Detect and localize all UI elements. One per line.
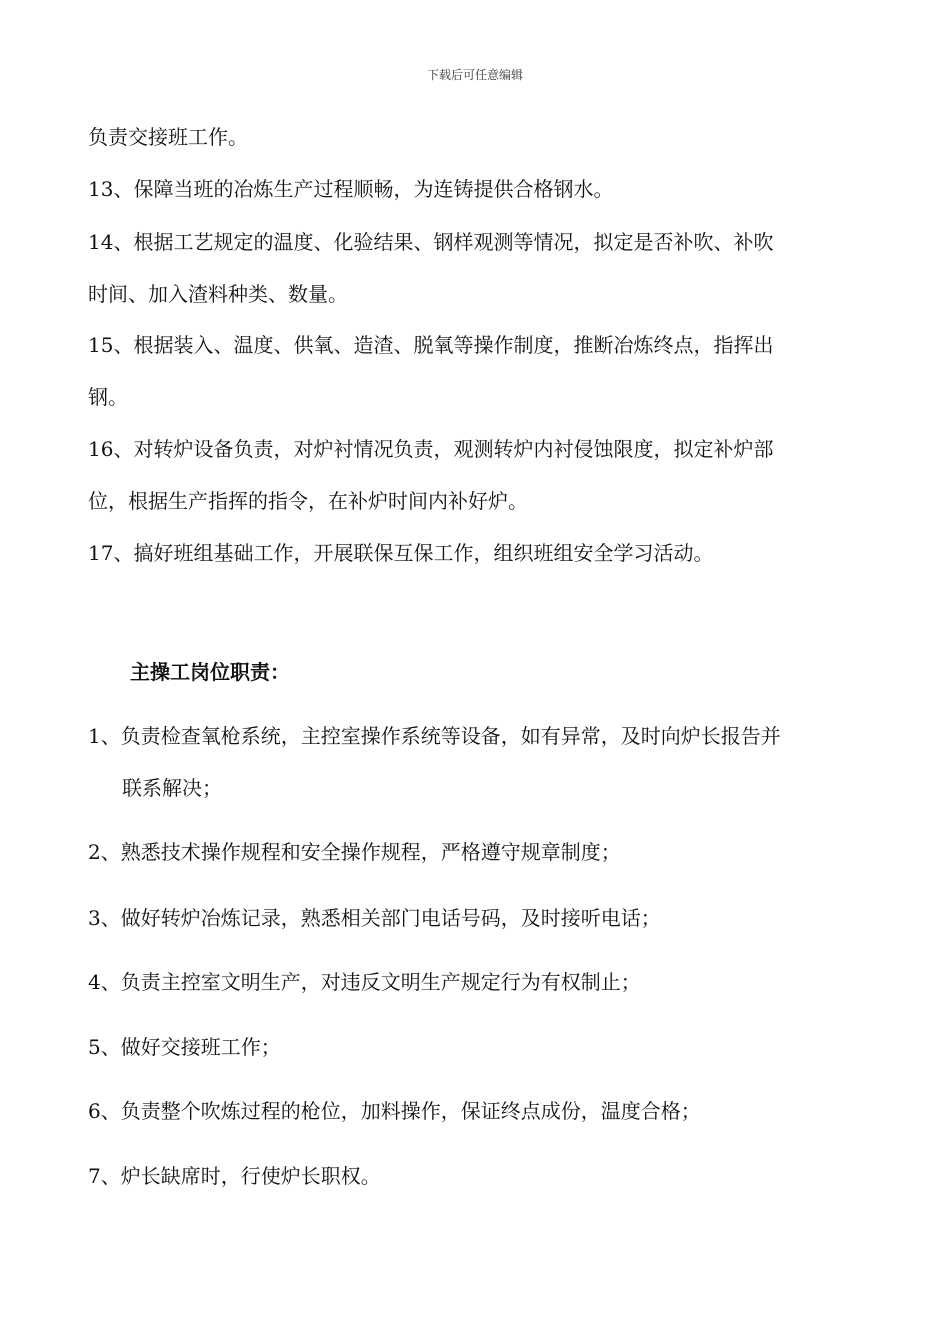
duty-item: 2、熟悉技术操作规程和安全操作规程，严格遵守规章制度； — [88, 840, 621, 864]
duty-item: 7、炉长缺席时，行使炉长职权。 — [88, 1164, 381, 1188]
document-line: 17、搞好班组基础工作，开展联保互保工作，组织班组安全学习活动。 — [88, 541, 714, 565]
duty-item: 1、负责检查氧枪系统，主控室操作系统等设备，如有异常，及时向炉长报告并 — [88, 724, 781, 748]
document-line: 位，根据生产指挥的指令，在补炉时间内补好炉。 — [88, 489, 528, 513]
duty-item: 联系解决； — [122, 776, 222, 800]
page-header: 下载后可任意编辑 — [426, 68, 523, 82]
document-line: 时间、加入渣料种类、数量。 — [88, 282, 348, 306]
duty-item: 5、做好交接班工作； — [88, 1035, 281, 1059]
document-line: 16、对转炉设备负责，对炉衬情况负责，观测转炉内衬侵蚀限度，拟定补炉部 — [88, 437, 774, 461]
document-line: 14、根据工艺规定的温度、化验结果、钢样观测等情况，拟定是否补吹、补吹 — [88, 230, 774, 254]
duty-item: 6、负责整个吹炼过程的枪位，加料操作，保证终点成份，温度合格； — [88, 1099, 701, 1123]
duty-item: 4、负责主控室文明生产，对违反文明生产规定行为有权制止； — [88, 970, 641, 994]
document-line: 负责交接班工作。 — [88, 125, 248, 149]
document-line: 15、根据装入、温度、供氧、造渣、脱氧等操作制度，推断冶炼终点，指挥出 — [88, 333, 774, 357]
document-line: 13、保障当班的冶炼生产过程顺畅，为连铸提供合格钢水。 — [88, 177, 614, 201]
duty-item: 3、做好转炉冶炼记录，熟悉相关部门电话号码，及时接听电话； — [88, 906, 661, 930]
section-title: 主操工岗位职责： — [130, 660, 290, 684]
document-line: 钢。 — [88, 385, 128, 409]
